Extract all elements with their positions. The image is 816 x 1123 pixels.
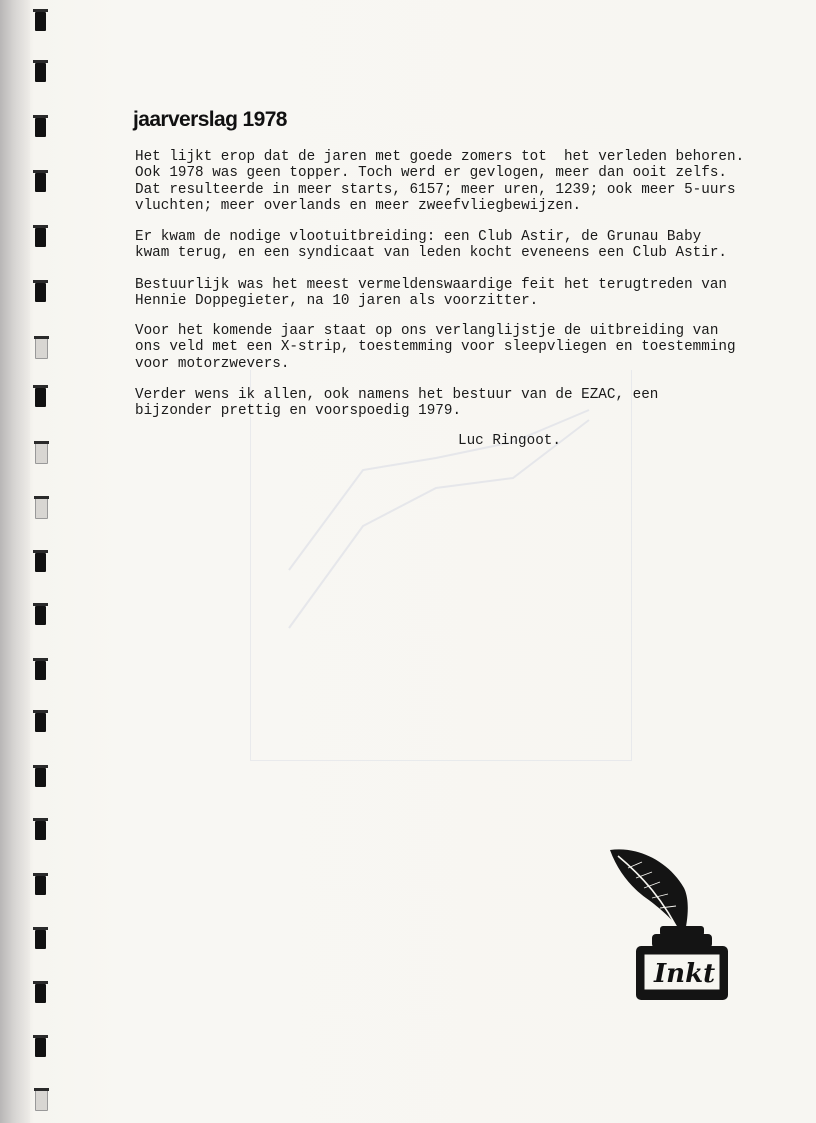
paragraph-board-news: Bestuurlijk was het meest vermeldenswaardige feit het terugtreden van Hennie Doppegieter, na 10 jaren als voorzitter. — [135, 277, 727, 310]
paragraph-fleet-expansion: Er kwam de nodige vlootuitbreiding: een Club Astir, de Grunau Baby kwam terug, en een syndicaat van leden kocht eveneens een Club Astir. — [135, 229, 727, 262]
binding-hole — [35, 876, 46, 895]
binding-hole — [35, 661, 46, 680]
binding-hole — [35, 12, 46, 31]
binding-hole — [35, 443, 48, 464]
show-through-chart — [250, 370, 632, 761]
binding-hole — [35, 338, 48, 359]
binding-hole — [35, 713, 46, 732]
binding-hole — [35, 821, 46, 840]
paragraph-greetings: Verder wens ik allen, ook namens het bestuur van de EZAC, een bijzonder prettig en voorspoedig 1979. — [135, 387, 659, 420]
signature: Luc Ringoot. — [458, 433, 561, 449]
binding-hole — [35, 173, 46, 192]
binding-hole — [35, 606, 46, 625]
binding-hole — [35, 553, 46, 572]
binding-spine — [0, 0, 30, 1123]
show-through-lines — [251, 370, 631, 760]
binding-hole — [35, 228, 46, 247]
paragraph-wishlist: Voor het komende jaar staat op ons verlanglijstje de uitbreiding van ons veld met een X-strip, toestemming voor sleepvliegen en toestemming voor motorzwevers. — [135, 323, 736, 372]
binding-hole — [35, 1090, 48, 1111]
binding-hole — [35, 118, 46, 137]
binding-hole — [35, 283, 46, 302]
logo-text: Inkt — [654, 959, 716, 989]
binding-hole — [35, 768, 46, 787]
page-title: jaarverslag 1978 — [133, 108, 287, 131]
binding-hole — [35, 388, 46, 407]
binding-hole — [35, 984, 46, 1003]
binding-hole — [35, 1038, 46, 1057]
binding-hole — [35, 930, 46, 949]
quill-inkwell-icon — [606, 842, 732, 1004]
binding-hole — [35, 63, 46, 82]
paragraph-flight-summary: Het lijkt erop dat de jaren met goede zomers tot het verleden behoren. Ook 1978 was geen topper. Toch werd er gevlogen, meer dan ooit zelfs. Dat resulteerde in meer starts, 6157; meer uren, 1239; ook meer 5-uurs vluchten; meer overlands en meer zweefvliegbewijzen. — [135, 149, 745, 214]
binding-hole — [35, 498, 48, 519]
